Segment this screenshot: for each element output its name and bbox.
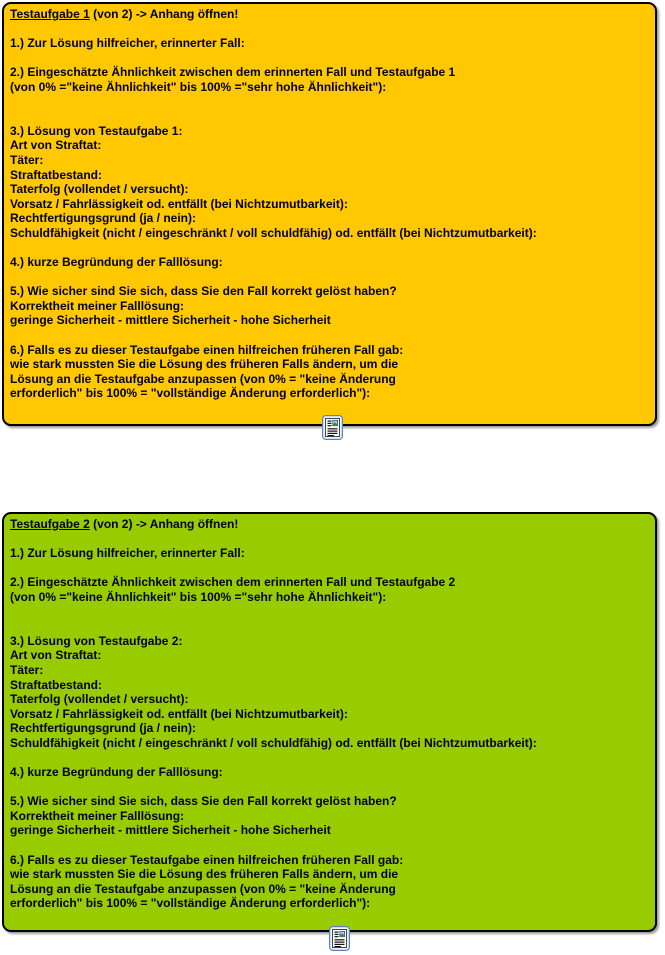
card-title xyxy=(10,517,649,532)
text-line: 4.) kurze Begründung der Falllösung: xyxy=(10,255,223,270)
text-line: Schuldfähigkeit (nicht / eingeschränkt / voll schuldfähig) od. entfällt (bei Nichtzumutbarkeit): xyxy=(10,225,537,240)
text-line: wie stark mussten Sie die Lösung des früheren Falls ändern, um die xyxy=(10,357,399,372)
attachment-object-button-2[interactable] xyxy=(329,926,350,951)
card-title xyxy=(10,7,649,22)
text-line: Korrektheit meiner Falllösung: xyxy=(10,298,185,313)
text-line: 1.) Zur Lösung hilfreicher, erinnerter Fall: xyxy=(10,36,245,51)
text-line xyxy=(10,51,649,66)
card-body-lines xyxy=(10,532,649,911)
text-line: Taterfolg (vollendet / versucht): xyxy=(10,692,189,707)
text-line: Schuldfähigkeit (nicht / eingeschränkt / voll schuldfähig) od. entfällt (bei Nichtzumutbarkeit): xyxy=(10,735,537,750)
text-line xyxy=(10,328,649,343)
attachment-object-button-1[interactable] xyxy=(322,415,343,440)
text-line: 6.) Falls es zu dieser Testaufgabe einen hilfreichen früheren Fall gab: xyxy=(10,852,404,867)
text-line: Lösung an die Testaufgabe anzupassen (von 0% = "keine Änderung xyxy=(10,881,396,896)
text-line: 5.) Wie sicher sind Sie sich, dass Sie den Fall korrekt gelöst haben? xyxy=(10,284,397,299)
text-line xyxy=(10,241,649,256)
text-line: Vorsatz / Fahrlässigkeit od. entfällt (bei Nichtzumutbarkeit): xyxy=(10,706,348,721)
text-line: Vorsatz / Fahrlässigkeit od. entfällt (bei Nichtzumutbarkeit): xyxy=(10,196,348,211)
text-line: Rechtfertigungsgrund (ja / nein): xyxy=(10,211,196,226)
text-line: Art von Straftat: xyxy=(10,138,102,153)
text-line: (von 0% ="keine Ähnlichkeit" bis 100% ="sehr hohe Ähnlichkeit"): xyxy=(10,79,387,94)
embedded-document-icon xyxy=(331,928,348,949)
text-line: 3.) Lösung von Testaufgabe 1: xyxy=(10,123,183,138)
text-line: 6.) Falls es zu dieser Testaufgabe einen hilfreichen früheren Fall gab: xyxy=(10,342,404,357)
text-line: 5.) Wie sicher sind Sie sich, dass Sie den Fall korrekt gelöst haben? xyxy=(10,794,397,809)
text-line: 4.) kurze Begründung der Falllösung: xyxy=(10,765,223,780)
text-line xyxy=(10,109,649,124)
title-rest: (von 2) -> Anhang öffnen! xyxy=(89,517,239,531)
text-line: erforderlich" bis 100% = "vollständige Änderung erforderlich"): xyxy=(10,386,371,401)
testaufgabe-2-title: Testaufgabe 2 xyxy=(10,517,90,531)
text-line xyxy=(10,22,649,37)
testaufgabe-1-card xyxy=(2,2,657,426)
text-line xyxy=(10,605,649,620)
text-line: Korrektheit meiner Falllösung: xyxy=(10,808,185,823)
text-line: geringe Sicherheit - mittlere Sicherheit - hohe Sicherheit xyxy=(10,313,331,328)
text-line: Lösung an die Testaufgabe anzupassen (von 0% = "keine Änderung xyxy=(10,371,396,386)
text-line xyxy=(10,751,649,766)
text-line: erforderlich" bis 100% = "vollständige Änderung erforderlich"): xyxy=(10,896,371,911)
text-line: Straftatbestand: xyxy=(10,677,103,692)
text-line: Art von Straftat: xyxy=(10,648,102,663)
testaufgabe-1-title: Testaufgabe 1 xyxy=(10,7,90,21)
text-line: 3.) Lösung von Testaufgabe 2: xyxy=(10,633,183,648)
card-body-lines xyxy=(10,22,649,401)
text-line: (von 0% ="keine Ähnlichkeit" bis 100% ="sehr hohe Ähnlichkeit"): xyxy=(10,589,387,604)
text-line: 1.) Zur Lösung hilfreicher, erinnerter Fall: xyxy=(10,546,245,561)
text-line: 2.) Eingeschätzte Ähnlichkeit zwischen dem erinnerten Fall und Testaufgabe 1 xyxy=(10,65,456,80)
text-line xyxy=(10,780,649,795)
text-line xyxy=(10,561,649,576)
text-line: Rechtfertigungsgrund (ja / nein): xyxy=(10,721,196,736)
text-line xyxy=(10,838,649,853)
text-line: Straftatbestand: xyxy=(10,167,103,182)
testaufgabe-2-card xyxy=(2,512,657,932)
text-line: Taterfolg (vollendet / versucht): xyxy=(10,182,189,197)
text-line xyxy=(10,619,649,634)
title-rest: (von 2) -> Anhang öffnen! xyxy=(89,7,239,21)
text-line: 2.) Eingeschätzte Ähnlichkeit zwischen dem erinnerten Fall und Testaufgabe 2 xyxy=(10,575,456,590)
text-line: Täter: xyxy=(10,152,44,167)
text-line: Täter: xyxy=(10,662,44,677)
text-line xyxy=(10,532,649,547)
text-line xyxy=(10,270,649,285)
text-line: wie stark mussten Sie die Lösung des früheren Falls ändern, um die xyxy=(10,867,399,882)
text-line xyxy=(10,95,649,110)
text-line: geringe Sicherheit - mittlere Sicherheit - hohe Sicherheit xyxy=(10,823,331,838)
embedded-document-icon xyxy=(324,417,341,438)
